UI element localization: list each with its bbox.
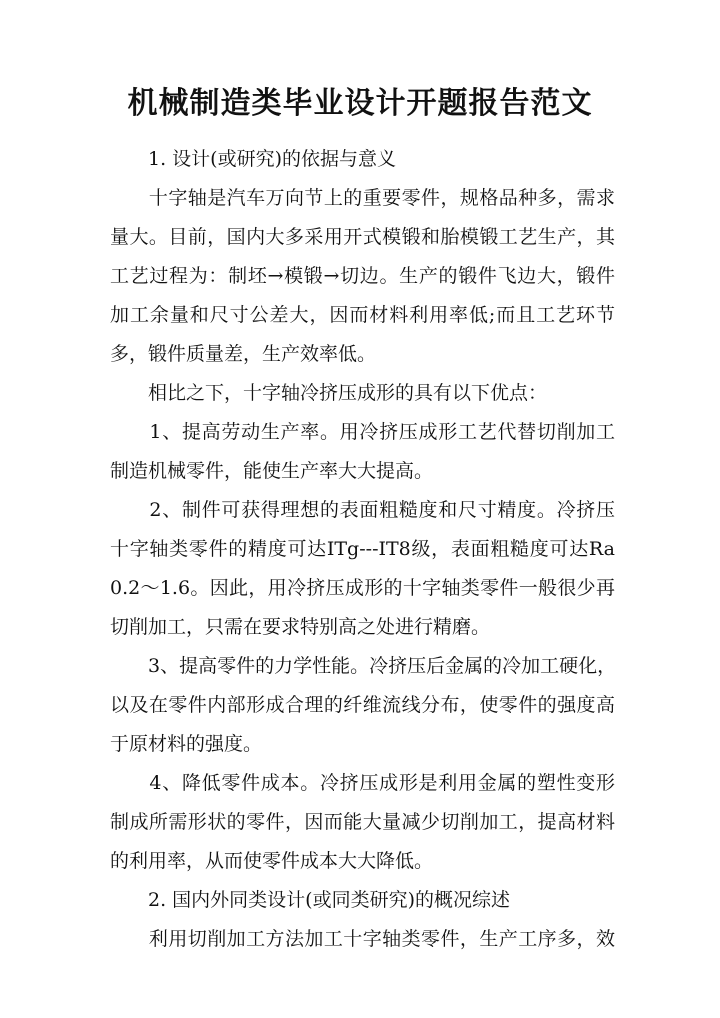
body-line: 工艺过程为：制坯→模锻→切边。生产的锻件飞边大，锻件 bbox=[110, 265, 615, 287]
list-item-4: 4、降低零件成本。冷挤压成形是利用金属的塑性变形 bbox=[110, 772, 615, 794]
body-line: 切削加工，只需在要求特别高之处进行精磨。 bbox=[110, 616, 491, 638]
body-line: 制造机械零件，能使生产率大大提高。 bbox=[110, 460, 434, 482]
body-line: 制成所需形状的零件，因而能大量减少切削加工，提高材料 bbox=[110, 811, 615, 833]
list-item-2: 2、制件可获得理想的表面粗糙度和尺寸精度。冷挤压 bbox=[110, 499, 615, 521]
section-heading-1: 1. 设计(或研究)的依据与意义 bbox=[110, 148, 396, 170]
body-line: 十字轴是汽车万向节上的重要零件，规格品种多，需求 bbox=[110, 187, 615, 209]
body-line: 相比之下，十字轴冷挤压成形的具有以下优点： bbox=[110, 382, 548, 404]
body-line: 的利用率，从而使零件成本大大降低。 bbox=[110, 850, 434, 872]
body-line: 利用切削加工方法加工十字轴类零件，生产工序多，效 bbox=[110, 928, 615, 950]
body-line: 加工余量和尺寸公差大，因而材料利用率低;而且工艺环节 bbox=[110, 304, 615, 326]
list-item-3: 3、提高零件的力学性能。冷挤压后金属的冷加工硬化， bbox=[110, 655, 617, 677]
section-heading-2: 2. 国内外同类设计(或同类研究)的概况综述 bbox=[110, 889, 510, 911]
body-line: 十字轴类零件的精度可达ITg---IT8级，表面粗糙度可达Ra bbox=[110, 538, 615, 560]
list-item-1: 1、提高劳动生产率。用冷挤压成形工艺代替切削加工 bbox=[110, 421, 615, 443]
body-line: 量大。目前，国内大多采用开式模锻和胎模锻工艺生产，其 bbox=[110, 226, 615, 248]
document-title: 机械制造类毕业设计开题报告范文 bbox=[127, 86, 593, 121]
body-line: 0.2～1.6。因此，用冷挤压成形的十字轴类零件一般很少再 bbox=[110, 577, 615, 599]
body-line: 于原材料的强度。 bbox=[110, 733, 263, 755]
body-line: 多，锻件质量差，生产效率低。 bbox=[110, 343, 377, 365]
body-line: 以及在零件内部形成合理的纤维流线分布，使零件的强度高 bbox=[110, 694, 615, 716]
